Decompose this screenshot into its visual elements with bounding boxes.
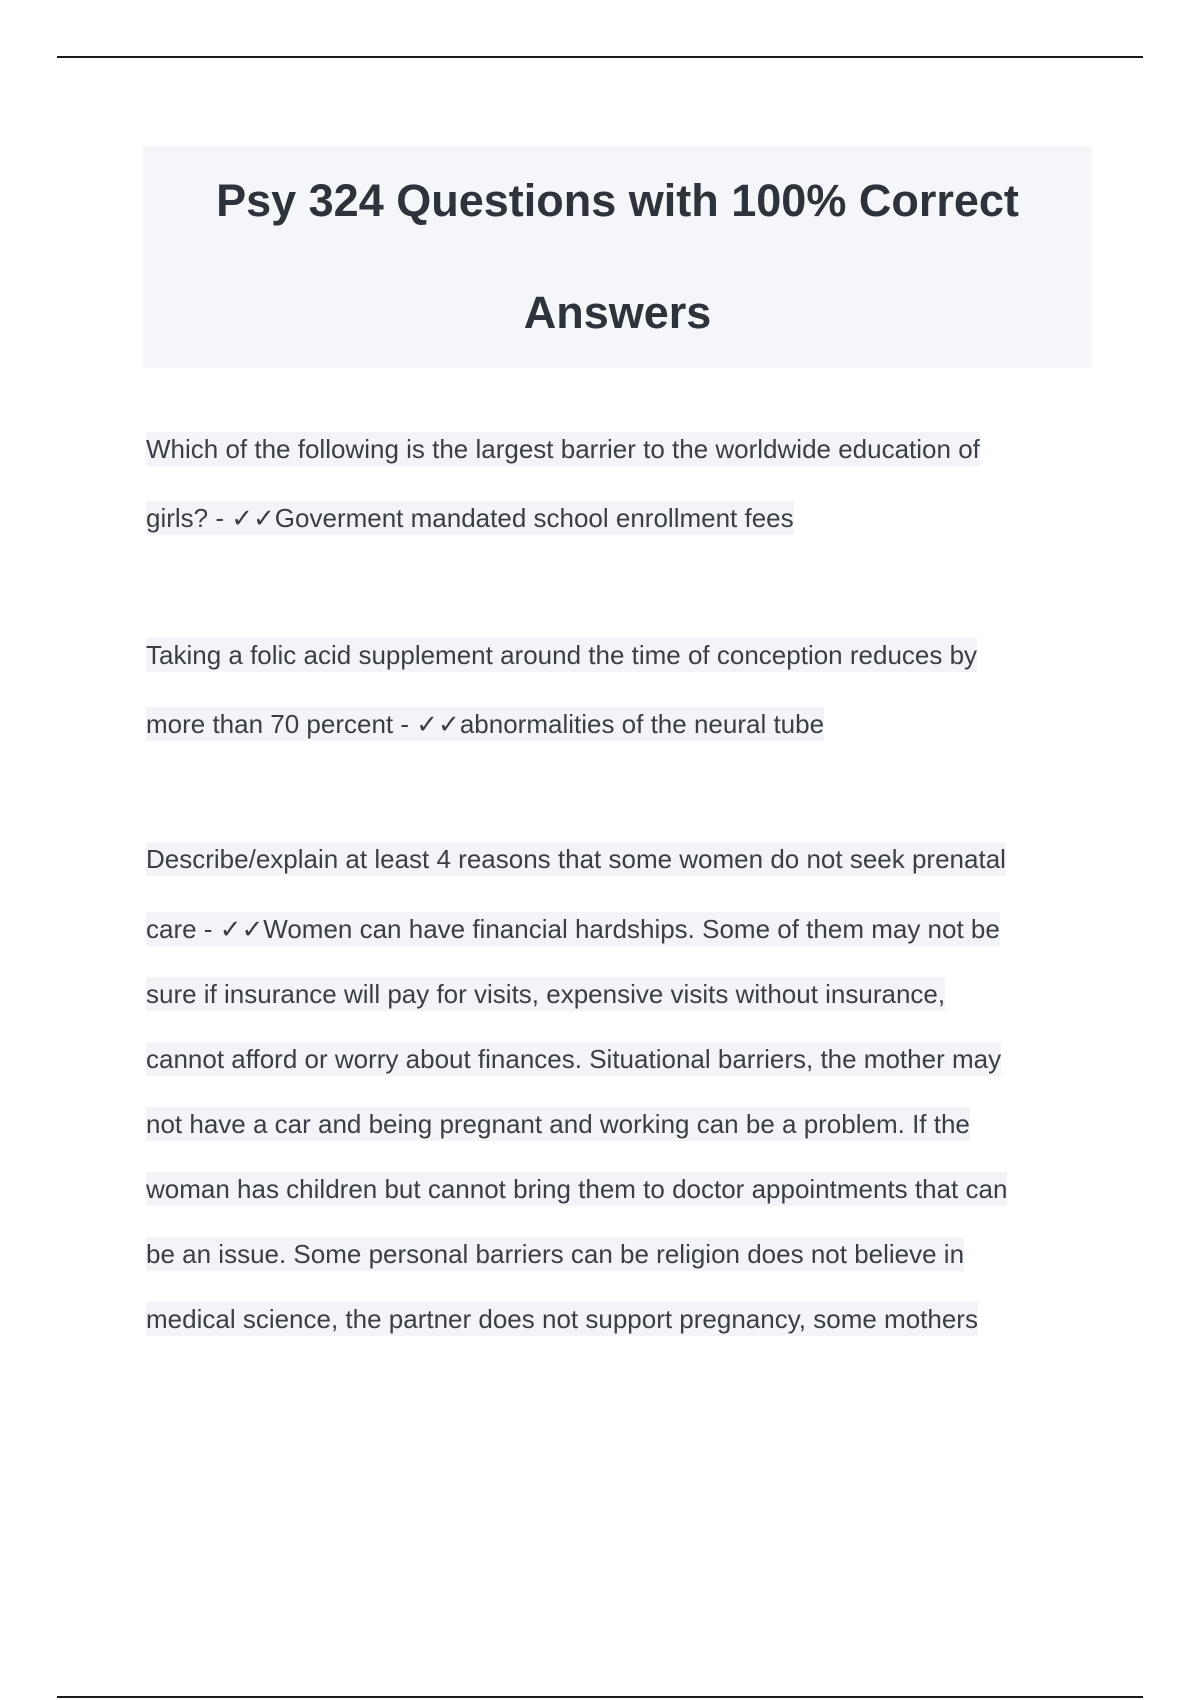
bottom-rule — [57, 1696, 1143, 1698]
qa-text-line: care - ✓✓Women can have financial hardships. Some of them may not be — [146, 914, 1000, 944]
document-title-line-1: Psy 324 Questions with 100% Correct — [216, 175, 1019, 226]
qa-text-line: not have a car and being pregnant and working can be a problem. If the — [146, 1109, 970, 1139]
document-title-line-2: Answers — [523, 287, 712, 338]
qa-text-line: more than 70 percent - ✓✓abnormalities of the neural tube — [146, 709, 825, 739]
qa-text-line: Which of the following is the largest barrier to the worldwide education of — [146, 434, 980, 464]
qa-item — [146, 436, 1106, 531]
qa-item — [146, 642, 1106, 737]
top-rule — [57, 56, 1143, 58]
qa-text-line: girls? - ✓✓Goverment mandated school enrollment fees — [146, 503, 794, 533]
qa-text-line: medical science, the partner does not support pregnancy, some mothers — [146, 1304, 978, 1334]
qa-text-line: woman has children but cannot bring them to doctor appointments that can — [146, 1174, 1008, 1204]
qa-text-line: Describe/explain at least 4 reasons that some women do not seek prenatal — [146, 844, 1006, 874]
title-banner — [143, 146, 1092, 368]
qa-text-line: cannot afford or worry about finances. Situational barriers, the mother may — [146, 1044, 1002, 1074]
qa-item — [146, 846, 1106, 1332]
qa-text-line: Taking a folic acid supplement around the time of conception reduces by — [146, 640, 978, 670]
qa-text-line: sure if insurance will pay for visits, expensive visits without insurance, — [146, 979, 946, 1009]
qa-text-line: be an issue. Some personal barriers can be religion does not believe in — [146, 1239, 965, 1269]
